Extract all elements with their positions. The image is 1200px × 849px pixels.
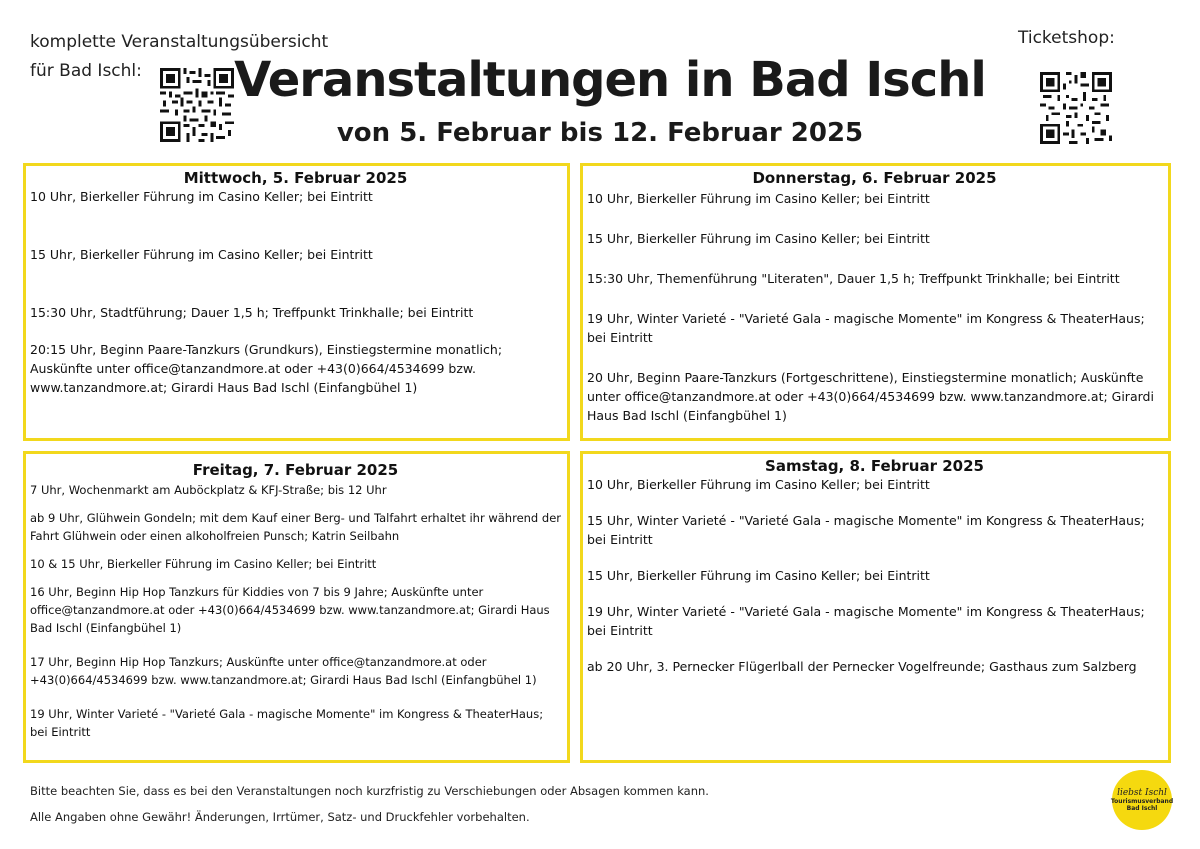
day-box-donnerstag (580, 163, 1171, 441)
day-title: Donnerstag, 6. Februar 2025 (752, 169, 997, 187)
event-item: 19 Uhr, Winter Varieté - "Varieté Gala - magische Momente" im Kongress & TheaterHaus; bei Eintritt (587, 311, 1145, 345)
event-item: 20:15 Uhr, Beginn Paare-Tanzkurs (Grundkurs), Einstiegstermine monatlich; Auskünfte unter office@tanzandmore.at oder +43(0)664/4534699 bzw. www.tanzandmore.at; Girardi Haus Bad Ischl (Einfangbühel 1) (30, 342, 503, 395)
disclaimer-note: Alle Angaben ohne Gewähr! Änderungen, Irrtümer, Satz- und Druckfehler vorbehalten. (30, 810, 530, 824)
logo-line-1: Tourismusverband (1110, 798, 1174, 805)
event-item: 15:30 Uhr, Themenführung "Literaten", Dauer 1,5 h; Treffpunkt Trinkhalle; bei Eintritt (587, 271, 1120, 286)
ticketshop-label: Ticketshop: (1018, 28, 1115, 48)
day-box-mittwoch (23, 163, 570, 441)
qr-code-graphic (1040, 72, 1112, 144)
page-title: Veranstaltungen in Bad Ischl (234, 52, 986, 108)
event-item: 10 Uhr, Bierkeller Führung im Casino Keller; bei Eintritt (587, 477, 930, 492)
disclaimer-note: Bitte beachten Sie, dass es bei den Veranstaltungen noch kurzfristig zu Verschiebungen oder Absagen kommen kann. (30, 784, 709, 798)
event-item: ab 9 Uhr, Glühwein Gondeln; mit dem Kauf einer Berg- und Talfahrt erhaltet ihr während der Fahrt Glühwein oder einen alkoholfreien Punsch; Katrin Seilbahn (30, 511, 561, 543)
qr-code-ticketshop-icon[interactable] (1040, 72, 1112, 144)
event-item: 20 Uhr, Beginn Paare-Tanzkurs (Fortgeschrittene), Einstiegstermine monatlich; Auskünfte unter office@tanzandmore.at oder +43(0)664/4534699 bzw. www.tanzandmore.at; Girardi Haus Bad Ischl (Einfangbühel 1) (587, 370, 1154, 423)
event-item: 15 Uhr, Bierkeller Führung im Casino Keller; bei Eintritt (587, 231, 930, 246)
intro-line-2: für Bad Ischl: (30, 61, 142, 81)
day-box-samstag (580, 451, 1171, 763)
event-item: 10 Uhr, Bierkeller Führung im Casino Keller; bei Eintritt (30, 189, 373, 204)
event-item: 19 Uhr, Winter Varieté - "Varieté Gala - magische Momente" im Kongress & TheaterHaus; bei Eintritt (587, 604, 1145, 638)
intro-line-1: komplette Veranstaltungsübersicht (30, 32, 329, 52)
day-title: Freitag, 7. Februar 2025 (192, 461, 399, 479)
logo-script-text: liebst Ischl (1117, 788, 1167, 798)
tourismusverband-logo (1112, 770, 1172, 830)
day-title: Samstag, 8. Februar 2025 (765, 457, 984, 475)
page-subtitle: von 5. Februar bis 12. Februar 2025 (336, 118, 864, 148)
event-item: 10 Uhr, Bierkeller Führung im Casino Keller; bei Eintritt (587, 191, 930, 206)
event-item: 15 Uhr, Bierkeller Führung im Casino Keller; bei Eintritt (587, 568, 930, 583)
event-item: ab 20 Uhr, 3. Pernecker Flügerlball der Pernecker Vogelfreunde; Gasthaus zum Salzberg (587, 659, 1137, 674)
event-item: 17 Uhr, Beginn Hip Hop Tanzkurs; Auskünfte unter office@tanzandmore.at oder +43(0)664/4534699 bzw. www.tanzandmore.at; Girardi Haus Bad Ischl (Einfangbühel 1) (30, 655, 537, 687)
event-item: 19 Uhr, Winter Varieté - "Varieté Gala - magische Momente" im Kongress & TheaterHaus; bei Eintritt (30, 707, 544, 739)
event-item: 15:30 Uhr, Stadtführung; Dauer 1,5 h; Treffpunkt Trinkhalle; bei Eintritt (30, 305, 474, 320)
day-title: Mittwoch, 5. Februar 2025 (183, 169, 408, 187)
day-box-freitag (23, 451, 570, 763)
logo-line-2: Bad Ischl (1126, 805, 1158, 812)
event-item: 15 Uhr, Winter Varieté - "Varieté Gala - magische Momente" im Kongress & TheaterHaus; bei Eintritt (587, 513, 1145, 547)
event-item: 15 Uhr, Bierkeller Führung im Casino Keller; bei Eintritt (30, 247, 373, 262)
event-item: 7 Uhr, Wochenmarkt am Auböckplatz & KFJ-Straße; bis 12 Uhr (30, 483, 387, 497)
event-item: 10 & 15 Uhr, Bierkeller Führung im Casino Keller; bei Eintritt (30, 557, 377, 571)
event-item: 16 Uhr, Beginn Hip Hop Tanzkurs für Kiddies von 7 bis 9 Jahre; Auskünfte unter office@tanzandmore.at oder +43(0)664/4534699 bzw. www.tanzandmore.at; Girardi Haus Bad Ischl (Einfangbühel 1) (30, 585, 550, 635)
